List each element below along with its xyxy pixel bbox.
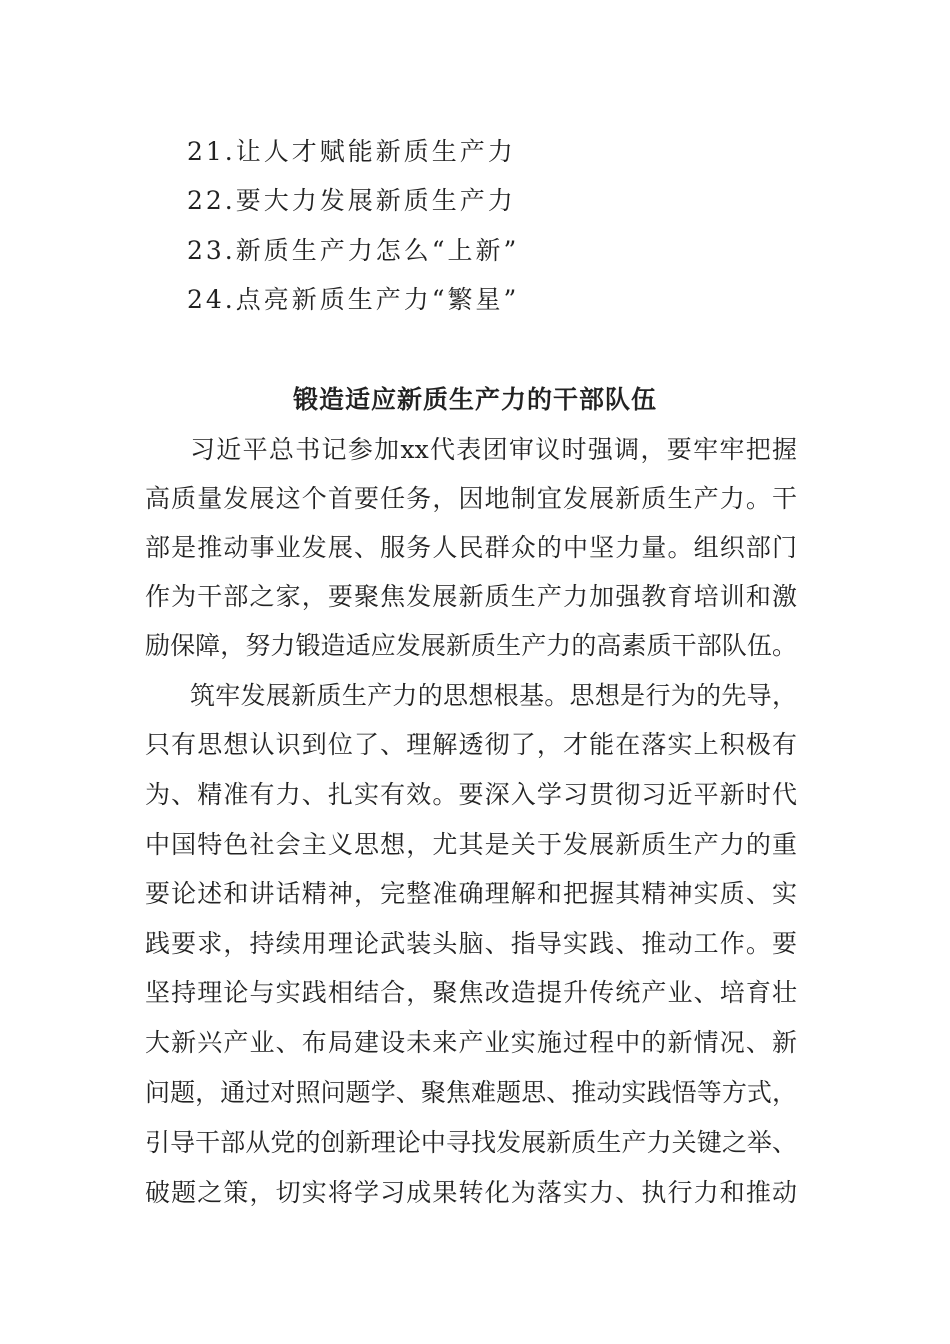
text-line: 习近平总书记参加xx代表团审议时强调，要牢牢把握 [190,435,797,464]
text-line: 坚持理论与实践相结合，聚焦改造提升传统产业、培育壮 [145,978,797,1007]
text-line: 破题之策，切实将学习成果转化为落实力、执行力和推动 [145,1178,797,1207]
text-line: 中国特色社会主义思想，尤其是关于发展新质生产力的重 [145,830,797,859]
article-title: 锻造适应新质生产力的干部队伍 [292,385,657,414]
text-line: 高质量发展这个首要任务，因地制宜发展新质生产力。干 [145,484,797,513]
text-line: 励保障，努力锻造适应发展新质生产力的高素质干部队伍。 [145,631,797,660]
text-line: 部是推动事业发展、服务人民群众的中坚力量。组织部门 [145,533,797,562]
text-line: 问题，通过对照问题学、聚焦难题思、推动实践悟等方式， [145,1078,797,1107]
list-item: 22.要大力发展新质生产力 [187,186,516,215]
text-line: 筑牢发展新质生产力的思想根基。思想是行为的先导， [190,681,797,710]
text-line: 大新兴产业、布局建设未来产业实施过程中的新情况、新 [145,1028,797,1057]
list-item: 24.点亮新质生产力“繁星” [187,285,520,314]
text-line: 践要求，持续用理论武装头脑、指导实践、推动工作。要 [145,929,797,958]
text-line: 引导干部从党的创新理论中寻找发展新质生产力关键之举、 [145,1128,797,1157]
text-line: 为、精准有力、扎实有效。要深入学习贯彻习近平新时代 [145,780,797,809]
text-line: 作为干部之家，要聚焦发展新质生产力加强教育培训和激 [145,582,797,611]
text-line: 要论述和讲话精神，完整准确理解和把握其精神实质、实 [145,879,797,908]
list-item: 21.让人才赋能新质生产力 [187,137,516,166]
text-line: 只有思想认识到位了、理解透彻了，才能在落实上积极有 [145,730,797,759]
list-item: 23.新质生产力怎么“上新” [187,236,520,265]
